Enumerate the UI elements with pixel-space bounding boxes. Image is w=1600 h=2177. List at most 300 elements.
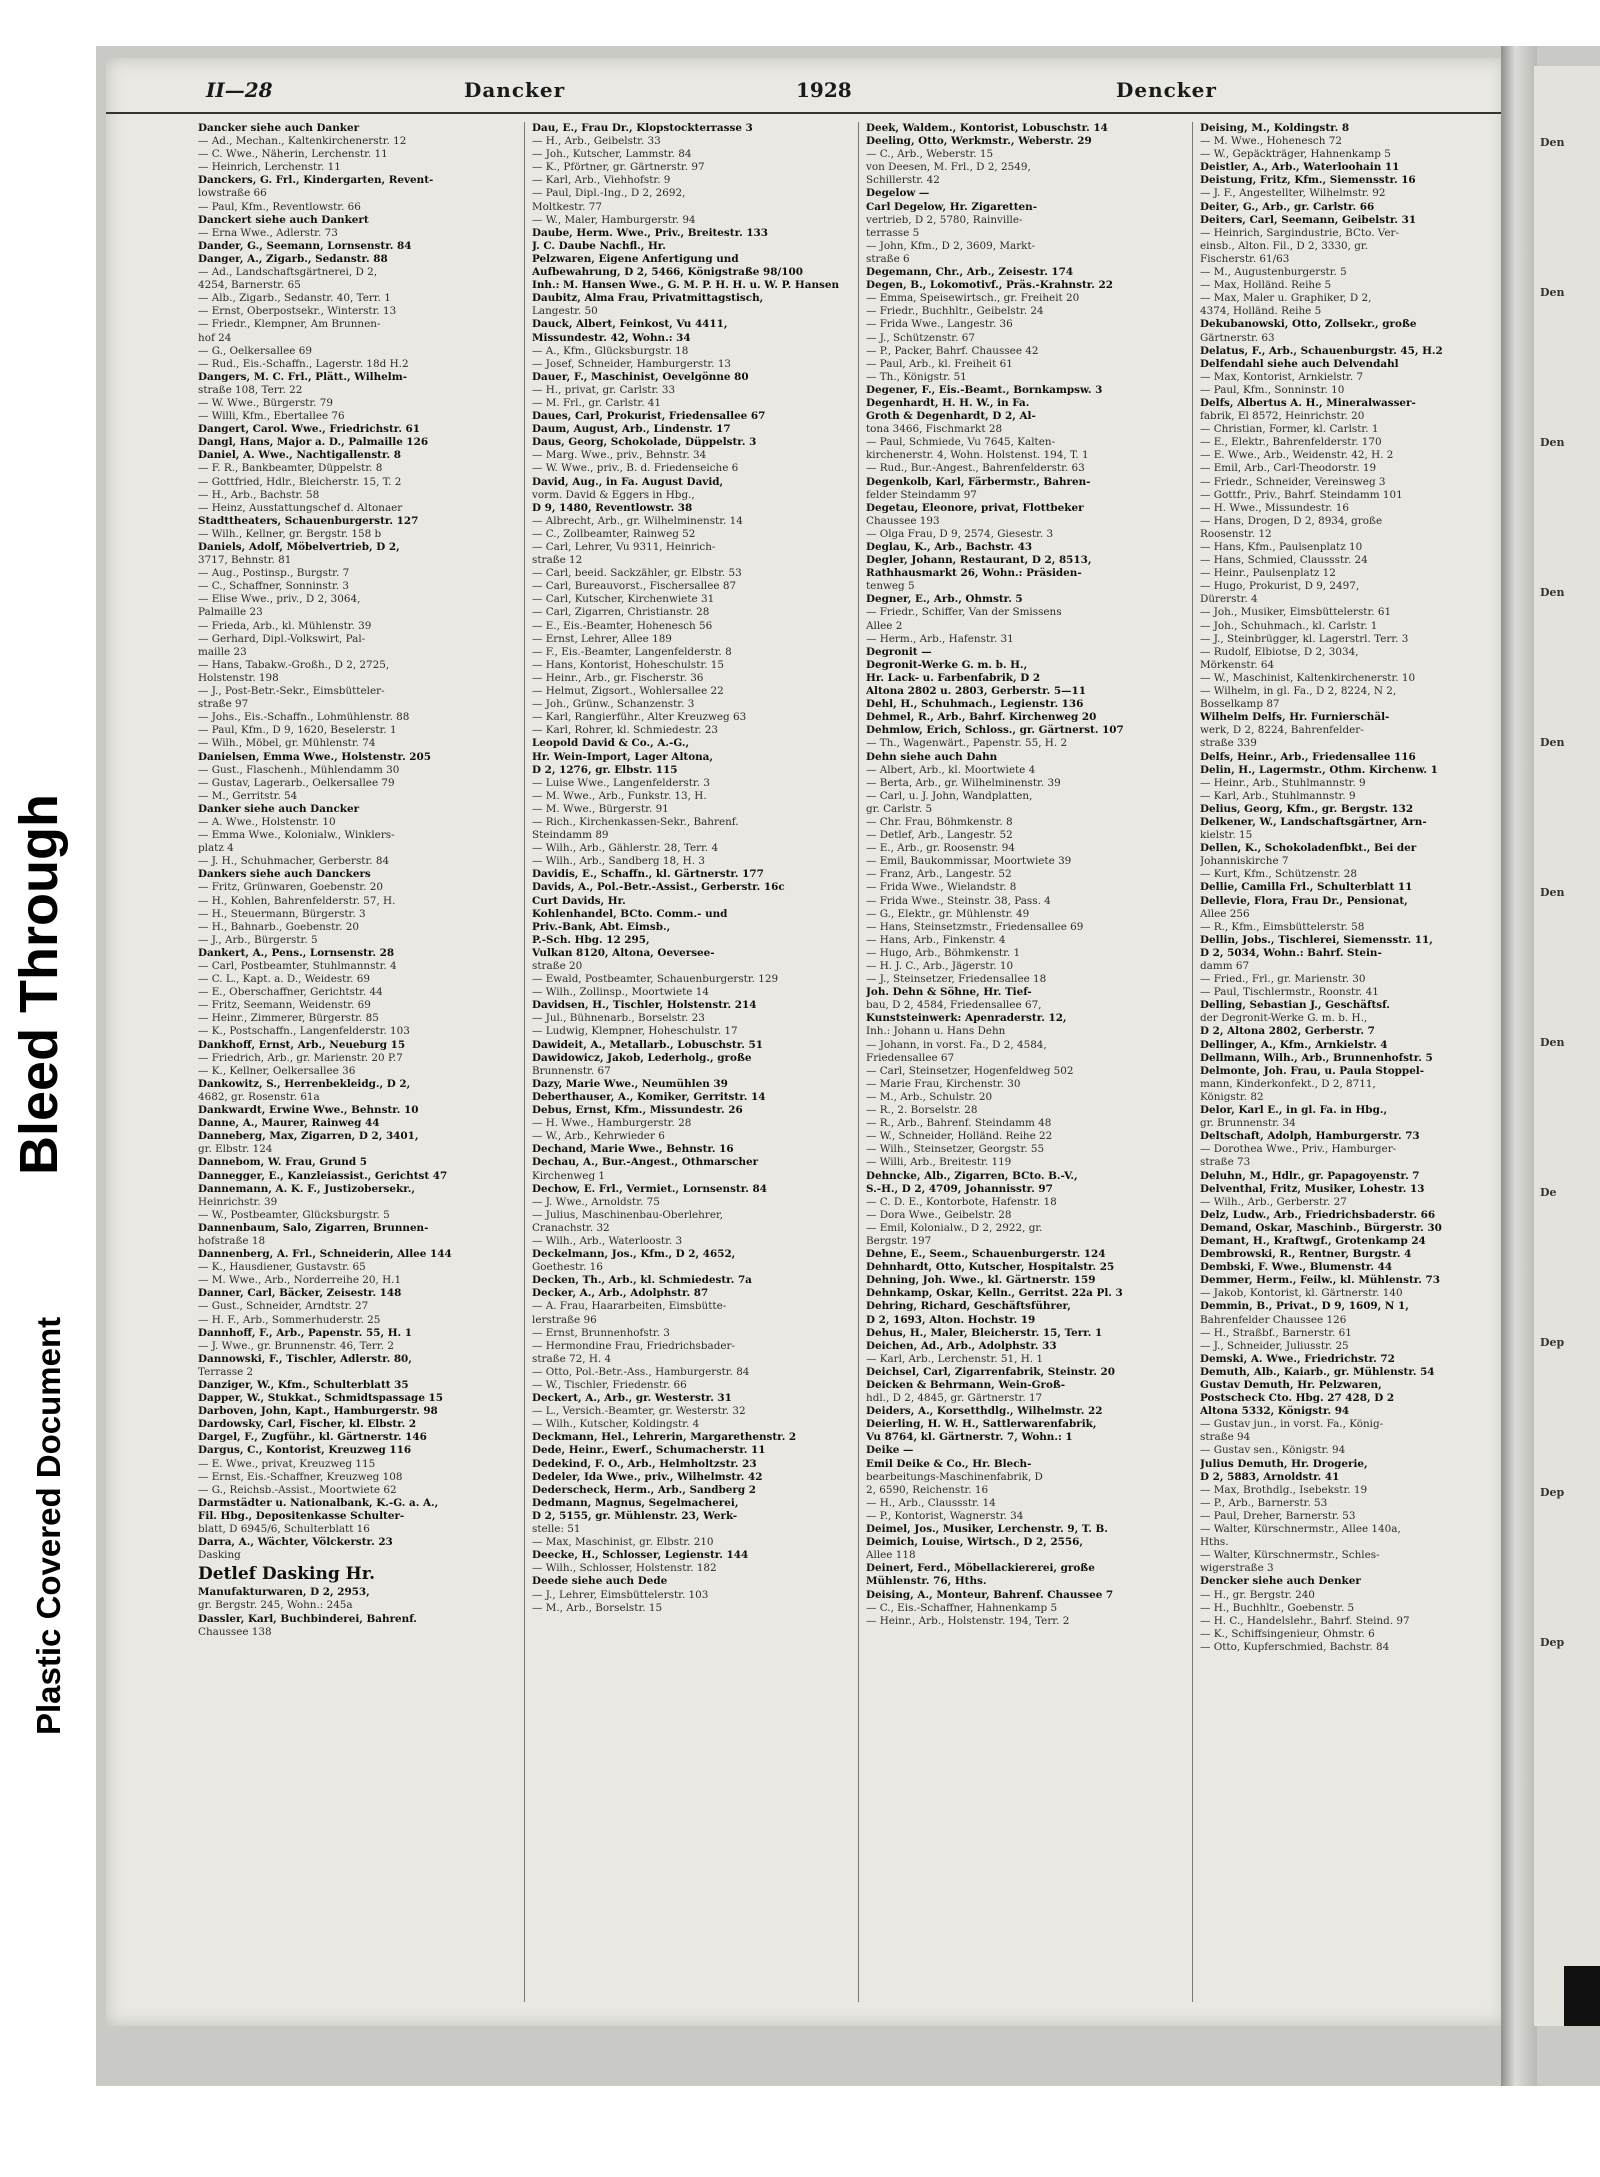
page-gutter: [1501, 46, 1537, 2086]
directory-entry-line: Daniel, A. Wwe., Nachtigallenstr. 8: [198, 449, 401, 462]
directory-columns: [198, 122, 1498, 2002]
directory-entry-line: Leopold David & Co., A.-G.,: [532, 737, 690, 750]
directory-entry-line: — H. J. C., Arb., Jägerstr. 10: [866, 960, 1014, 972]
directory-entry-line: vertrieb, D 2, 5780, Rainville-: [866, 213, 1023, 226]
directory-entry-line: — Walter, Kürschnermstr., Allee 140a,: [1200, 1523, 1401, 1536]
directory-entry-line: hof 24: [198, 331, 232, 344]
directory-entry-line: — G., Reichsb.-Assist., Moortwiete 62: [198, 1483, 397, 1496]
directory-entry-line: Dannhoff, F., Arb., Papenstr. 55, H. 1: [198, 1326, 413, 1339]
directory-entry-line: Delz, Ludw., Arb., Friedrichsbaderstr. 66: [1200, 1208, 1436, 1221]
directory-entry-line: straße 339: [1200, 737, 1257, 750]
side-labels: [0, 0, 100, 2177]
directory-entry-line: — Wilh., Steinsetzer, Georgstr. 55: [866, 1143, 1045, 1156]
directory-entry-line: Deichsel, Carl, Zigarrenfabrik, Steinstr. 20: [866, 1365, 1115, 1378]
directory-entry-line: Rathhausmarkt 26, Wohn.: Präsiden-: [866, 567, 1082, 580]
directory-entry-line: — Gottfr., Priv., Bahrf. Steindamm 101: [1200, 488, 1403, 501]
directory-entry-line: Deicken & Behrmann, Wein-Groß-: [866, 1379, 1066, 1391]
directory-entry-line: — K., Pförtner, gr. Gärtnerstr. 97: [532, 161, 705, 174]
directory-entry-line: Deecke, H., Schlosser, Legienstr. 144: [532, 1549, 749, 1562]
directory-entry-line: Dembrowski, R., Rentner, Burgstr. 4: [1200, 1248, 1412, 1261]
adjacent-page-fragment: Den: [1540, 1036, 1565, 1049]
directory-entry-line: — Rud., Eis.-Schaffn., Lagerstr. 18d H.2: [198, 357, 409, 370]
directory-entry-line: Kohlenhandel, BCto. Comm.- und: [532, 907, 728, 920]
directory-entry-line: Dangl, Hans, Major a. D., Palmaille 126: [198, 436, 429, 449]
adjacent-page-fragment: Dep: [1540, 1636, 1565, 1649]
directory-entry-line: — Friedr., Schneider, Vereinsweg 3: [1200, 475, 1386, 488]
directory-entry-line: Deiders, A., Korsetthdlg., Wilhelmstr. 22: [866, 1405, 1103, 1418]
directory-entry-line: Demand, Oskar, Maschinb., Bürgerstr. 30: [1200, 1221, 1442, 1234]
directory-entry-line: — E., Elektr., Bahrenfelderstr. 170: [1200, 436, 1382, 449]
directory-entry-line: gr. Carlstr. 5: [866, 802, 933, 815]
directory-entry-line: Daus, Georg, Schokolade, Düppelstr. 3: [532, 436, 757, 449]
directory-entry-line: — Karl, Arb., Lerchenstr. 51, H. 1: [866, 1352, 1043, 1365]
directory-entry-line: — L., Versich.-Beamter, gr. Westerstr. 32: [532, 1405, 746, 1418]
adjacent-page-fragment: Den: [1540, 436, 1565, 449]
directory-entry-line: — R., Kfm., Eimsbüttelerstr. 58: [1200, 920, 1365, 933]
directory-entry-line: — Fritz, Grünwaren, Goebenstr. 20: [198, 881, 383, 894]
directory-entry-line: — H., gr. Bergstr. 240: [1200, 1588, 1315, 1601]
directory-entry-line: — Carl, Zigarren, Christianstr. 28: [532, 606, 710, 619]
directory-entry-line: Delatus, F., Arb., Schauenburgstr. 45, H.2: [1200, 344, 1443, 357]
directory-entry-line: Dazy, Marie Wwe., Neumühlen 39: [532, 1077, 728, 1090]
directory-entry-line: Dehnhardt, Otto, Kutscher, Hospitalstr. 25: [866, 1261, 1115, 1274]
directory-entry-line: Deinert, Ferd., Möbellackiererei, große: [866, 1562, 1095, 1575]
directory-entry-line: — C. Wwe., Näherin, Lerchenstr. 11: [198, 148, 388, 161]
directory-entry-line: — J., Steinbrügger, kl. Lagerstrl. Terr. 3: [1200, 632, 1409, 645]
directory-entry-line: — Dorothea Wwe., Priv., Hamburger-: [1200, 1143, 1397, 1156]
directory-entry-line: Dehl, H., Schuhmach., Legienstr. 136: [866, 698, 1084, 711]
directory-entry-line: Altona 2802 u. 2803, Gerberstr. 5—11: [866, 685, 1086, 698]
directory-entry-line: — Otto, Kupferschmied, Bachstr. 84: [1200, 1640, 1390, 1653]
directory-entry-line: D 2, 5155, gr. Mühlenstr. 23, Werk-: [532, 1509, 738, 1522]
directory-entry-line: Dasking: [198, 1549, 241, 1562]
directory-entry-line: Holstenstr. 198: [198, 671, 279, 684]
directory-entry-line: — Ernst, Brunnenhofstr. 3: [532, 1326, 670, 1339]
directory-entry-line: — W. Wwe., priv., B. d. Friedenseiche 6: [532, 462, 739, 475]
directory-entry-line: Dehmel, R., Arb., Bahrf. Kirchenweg 20: [866, 711, 1097, 724]
page-number: II—28: [206, 78, 273, 102]
directory-entry-line: Degronit-Werke G. m. b. H.,: [866, 658, 1028, 671]
directory-entry-line: Deierling, H. W. H., Sattlerwarenfabrik,: [866, 1418, 1097, 1431]
directory-entry-line: — Albert, Arb., kl. Moortwiete 4: [866, 763, 1036, 776]
directory-entry-line: — P., Kontorist, Wagnerstr. 34: [866, 1509, 1024, 1522]
directory-entry-line: Fischerstr. 61/63: [1200, 252, 1290, 265]
directory-entry-line: — K., Kellner, Oelkersallee 36: [198, 1064, 356, 1077]
directory-entry-line: — Karl, Arb., Stuhlmannstr. 9: [1200, 789, 1356, 802]
directory-entry-line: Dechand, Marie Wwe., Behnstr. 16: [532, 1143, 734, 1156]
directory-entry-line: Danner, Carl, Bäcker, Zeisestr. 148: [198, 1287, 402, 1300]
directory-entry-line: Dencker siehe auch Denker: [1200, 1575, 1361, 1588]
directory-entry-line: Dellevie, Flora, Frau Dr., Pensionat,: [1200, 894, 1408, 907]
directory-entry-line: bearbeitungs-Maschinenfabrik, D: [866, 1470, 1043, 1483]
directory-entry-line: wigerstraße 3: [1200, 1562, 1274, 1575]
directory-entry-line: — M. Frl., gr. Carlstr. 41: [532, 396, 662, 409]
directory-entry-line: Manufakturwaren, D 2, 2953,: [198, 1586, 370, 1599]
directory-entry-line: — G., Elektr., gr. Mühlenstr. 49: [866, 907, 1030, 920]
directory-entry-line: — E., Arb., gr. Roosenstr. 94: [866, 842, 1015, 855]
directory-entry-line: — M. Wwe., Bürgerstr. 91: [532, 802, 669, 815]
directory-entry-line: Dellie, Camilla Frl., Schulterblatt 11: [1200, 881, 1413, 894]
directory-entry-line: — C., Eis.-Schaffner, Hahnenkamp 5: [866, 1601, 1058, 1614]
directory-entry-line: Dehne, E., Seem., Schauenburgerstr. 124: [866, 1248, 1106, 1261]
directory-entry-line: Deek, Waldem., Kontorist, Lobuschstr. 14: [866, 122, 1108, 134]
directory-entry-line: — Joh., Schuhmach., kl. Carlstr. 1: [1200, 619, 1378, 632]
directory-entry-line: — Hugo, Arb., Böhmkenstr. 1: [866, 946, 1021, 959]
directory-entry-line: — H., Arb., Geibelstr. 33: [532, 135, 661, 148]
directory-entry-line: — Jakob, Kontorist, kl. Gärtnerstr. 140: [1200, 1287, 1403, 1300]
directory-entry-line: — Fried., Frl., gr. Marienstr. 30: [1200, 973, 1366, 986]
directory-entry-line: Deimel, Jos., Musiker, Lerchenstr. 9, T. B.: [866, 1523, 1108, 1536]
directory-entry-line: Deike —: [866, 1444, 914, 1457]
directory-entry-line: — Friedrich, Arb., gr. Marienstr. 20 P.7: [198, 1051, 403, 1064]
directory-entry-line: — Wilhelm, in gl. Fa., D 2, 8224, N 2,: [1200, 685, 1397, 698]
directory-entry-line: — H., Kohlen, Bahrenfelderstr. 57, H.: [198, 894, 396, 907]
directory-entry-line: — H., Steuermann, Bürgerstr. 3: [198, 907, 366, 920]
directory-entry-line: D 2, 5883, Arnoldstr. 41: [1200, 1470, 1340, 1483]
header-year: 1928: [796, 78, 852, 102]
directory-entry-line: — P., Arb., Barnerstr. 53: [1200, 1496, 1328, 1509]
directory-entry-line: — Wilh., Kutscher, Koldingstr. 4: [532, 1418, 700, 1431]
directory-entry-line: — Luise Wwe., Langenfelderstr. 3: [532, 776, 710, 789]
directory-entry-line: Altona 5332, Königstr. 94: [1200, 1405, 1350, 1418]
directory-entry-line: — Emil, Arb., Carl-Theodorstr. 19: [1200, 462, 1377, 475]
directory-entry-line: Degenkolb, Karl, Färbermstr., Bahren-: [866, 475, 1091, 488]
directory-entry-line: Deglau, K., Arb., Bachstr. 43: [866, 541, 1033, 553]
directory-entry-line: Friedensallee 67: [866, 1051, 955, 1064]
directory-entry-line: — Frida Wwe., Langestr. 36: [866, 318, 1013, 331]
directory-entry-line: — Frieda, Arb., kl. Mühlenstr. 39: [198, 619, 372, 632]
directory-entry-line: 4374, Holländ. Reihe 5: [1200, 305, 1322, 318]
directory-entry-line: — Franz, Arb., Langestr. 52: [866, 868, 1012, 881]
directory-entry-line: Danne, A., Maurer, Rainweg 44: [198, 1117, 380, 1130]
directory-entry-line: — Carl, Kutscher, Kirchenwiete 31: [532, 593, 715, 606]
directory-entry-line: Dargel, F., Zugführ., kl. Gärtnerstr. 146: [198, 1431, 427, 1444]
directory-entry-line: — Heinrich, Lerchenstr. 11: [198, 161, 341, 174]
directory-entry-line: — E., Oberschaffner, Gerichtstr. 44: [198, 986, 383, 999]
directory-entry-line: straße 12: [532, 554, 583, 567]
adjacent-page-fragment: De: [1540, 1186, 1557, 1199]
column-divider: [524, 122, 525, 2002]
directory-entry-line: — Joh., Kutscher, Lammstr. 84: [532, 148, 692, 161]
directory-entry-line: Daues, Carl, Prokurist, Friedensallee 67: [532, 410, 766, 423]
directory-entry-line: Delventhal, Fritz, Musiker, Lohestr. 13: [1200, 1182, 1425, 1195]
directory-entry-line: — Gustav jun., in vorst. Fa., König-: [1200, 1418, 1384, 1431]
directory-entry-line: Debus, Ernst, Kfm., Missundestr. 26: [532, 1104, 743, 1117]
directory-entry-line: — M., Arb., Borselstr. 15: [532, 1601, 663, 1614]
directory-entry-line: Demmin, B., Privat., D 9, 1609, N 1,: [1200, 1300, 1409, 1313]
directory-entry-line: — Hans, Arb., Finkenstr. 4: [866, 933, 1006, 946]
directory-entry-line: — H. Wwe., Hamburgerstr. 28: [532, 1117, 692, 1130]
directory-entry-line: Delfs, Albertus A. H., Mineralwasser-: [1200, 396, 1416, 409]
directory-entry-line: — A., Kfm., Glücksburgstr. 18: [532, 344, 689, 357]
directory-entry-line: werk, D 2, 8224, Bahrenfelder-: [1200, 724, 1364, 737]
directory-entry-line: — Ernst, Oberpostsekr., Winterstr. 13: [198, 305, 397, 318]
directory-entry-line: Dehring, Richard, Geschäftsführer,: [866, 1300, 1071, 1313]
directory-entry-line: — Ernst, Eis.-Schaffner, Kreuzweg 108: [198, 1470, 403, 1483]
directory-entry-line: — Carl, Steinsetzer, Hogenfeldweg 502: [866, 1064, 1074, 1077]
directory-entry-line: Allee 118: [866, 1549, 916, 1562]
directory-entry-line: — F. R., Bankbeamter, Düppelstr. 8: [198, 462, 383, 475]
directory-entry-line: — Paul, Tischlermstr., Roonstr. 41: [1200, 986, 1379, 999]
directory-entry-line: Darboven, John, Kapt., Hamburgerstr. 98: [198, 1405, 438, 1418]
directory-entry-line: Degemann, Chr., Arb., Zeisestr. 174: [866, 266, 1074, 279]
directory-entry-line: — J. Wwe., gr. Brunnenstr. 46, Terr. 2: [198, 1339, 394, 1352]
directory-entry-line: 3717, Behnstr. 81: [198, 554, 292, 567]
directory-entry-line: — Wilh., Arb., Gerberstr. 27: [1200, 1195, 1347, 1208]
directory-entry-line: Deistler, A., Arb., Waterloohain 11: [1200, 161, 1400, 174]
directory-entry-line: Dauer, F., Maschinist, Oevelgönne 80: [532, 370, 749, 383]
directory-entry-line: straße 108, Terr. 22: [198, 383, 303, 396]
directory-entry-line: Deckert, A., Arb., gr. Westerstr. 31: [532, 1392, 732, 1405]
directory-entry-line: Aufbewahrung, D 2, 5466, Königstraße 98/100: [532, 266, 803, 279]
directory-entry-line: David, Aug., in Fa. August David,: [532, 475, 724, 488]
directory-entry-line: — Friedr., Klempner, Am Brunnen-: [198, 318, 381, 331]
directory-entry-line: Inh.: Johann u. Hans Dehn: [866, 1025, 1006, 1038]
column-3: [866, 122, 1184, 2002]
directory-entry-line: — Hans, Tabakw.-Großh., D 2, 2725,: [198, 658, 390, 671]
directory-entry-line: Dau, E., Frau Dr., Klopstockterrasse 3: [532, 122, 753, 134]
directory-entry-line: Demuth, Alb., Kaiarb., gr. Mühlenstr. 54: [1200, 1365, 1435, 1378]
directory-entry-line: — Heinr., Arb., gr. Fischerstr. 36: [532, 671, 704, 684]
directory-entry-line: — Heinz, Ausstattungschef d. Altonaer: [198, 501, 403, 514]
directory-entry-line: Daum, August, Arb., Lindenstr. 17: [532, 423, 731, 436]
directory-entry-line: Mörkenstr. 64: [1200, 658, 1275, 671]
directory-entry-line: Chaussee 138: [198, 1625, 272, 1638]
directory-entry-line: 4254, Barnerstr. 65: [198, 279, 301, 292]
bleed-through-label: Bleed Through: [9, 794, 69, 1175]
directory-entry-line: — J., Arb., Bürgerstr. 5: [198, 933, 318, 946]
directory-entry-line: — Wilh., Möbel, gr. Mühlenstr. 74: [198, 737, 376, 750]
directory-entry-line: straße 20: [532, 960, 583, 972]
directory-entry-line: Bahrenfelder Chaussee 126: [1200, 1313, 1347, 1326]
directory-entry-line: D 9, 1480, Reventlowstr. 38: [532, 501, 693, 514]
directory-entry-line: Dawideit, A., Metallarb., Lobuschstr. 51: [532, 1038, 763, 1051]
directory-entry-line: straße 94: [1200, 1431, 1251, 1444]
directory-entry-line: — Johann, in vorst. Fa., D 2, 4584,: [866, 1038, 1047, 1051]
directory-entry-line: — Hugo, Prokurist, D 9, 2497,: [1200, 580, 1360, 593]
directory-entry-line: Dehning, Joh. Wwe., kl. Gärtnerstr. 159: [866, 1274, 1096, 1287]
directory-entry-line: Dauck, Albert, Feinkost, Vu 4411,: [532, 318, 728, 331]
directory-entry-line: — J. Wwe., Arnoldstr. 75: [532, 1195, 660, 1208]
directory-entry-line: Danckert siehe auch Dankert: [198, 213, 369, 226]
directory-entry-line: Dedekind, F. O., Arb., Helmholtzstr. 23: [532, 1457, 757, 1470]
directory-entry-line: — Joh., Musiker, Eimsbüttelerstr. 61: [1200, 606, 1392, 619]
column-2: [532, 122, 850, 2002]
directory-entry-line: Deiters, Carl, Seemann, Geibelstr. 31: [1200, 213, 1417, 226]
directory-entry-line: Kirchenweg 1: [532, 1169, 606, 1182]
directory-entry-line: Demski, A. Wwe., Friedrichstr. 72: [1200, 1352, 1395, 1365]
directory-entry-line: — Heinr., Arb., Stuhlmannstr. 9: [1200, 776, 1366, 789]
directory-entry-line: Dehus, H., Maler, Bleicherstr. 15, Terr. 1: [866, 1326, 1103, 1339]
directory-entry-line: Curt Davids, Hr.: [532, 894, 626, 907]
directory-entry-line: — Olga Frau, D 9, 2574, Giesestr. 3: [866, 527, 1054, 540]
directory-entry-line: — Ad., Landschaftsgärtnerei, D 2,: [198, 266, 378, 279]
directory-entry-line: Dannebom, W. Frau, Grund 5: [198, 1156, 367, 1169]
directory-entry-line: — Ludwig, Klempner, Hoheschulstr. 17: [532, 1025, 738, 1038]
directory-entry-line: — M. Wwe., Arb., Funkstr. 13, H.: [532, 789, 707, 802]
directory-entry-line: Degen, B., Lokomotivf., Präs.-Krahnstr. 22: [866, 279, 1113, 292]
directory-entry-line: — H., Arb., Claussstr. 14: [866, 1496, 996, 1509]
directory-entry-line: Königstr. 82: [1200, 1090, 1264, 1103]
directory-entry-line: — Rudolf, Elbiotse, D 2, 3034,: [1200, 645, 1359, 658]
directory-entry-line: Terrasse 2: [198, 1365, 254, 1378]
directory-entry-line: Deising, M., Koldingstr. 8: [1200, 122, 1350, 134]
directory-entry-line: — Paul, Dipl.-Ing., D 2, 2692,: [532, 187, 686, 200]
directory-entry-line: — Emil, Baukommissar, Moortwiete 39: [866, 855, 1072, 868]
page-header: [106, 72, 1506, 114]
directory-entry-line: Deltschaft, Adolph, Hamburgerstr. 73: [1200, 1130, 1420, 1143]
directory-entry-line: — Marg. Wwe., priv., Behnstr. 34: [532, 449, 707, 462]
directory-entry-line: Dellen, K., Schokoladenfbkt., Bei der: [1200, 842, 1417, 855]
directory-entry-line: — H., Bahnarb., Goebenstr. 20: [198, 920, 359, 933]
directory-entry-line: — J., Lehrer, Eimsbüttelerstr. 103: [532, 1588, 709, 1601]
directory-entry-line: — Ewald, Postbeamter, Schauenburgerstr. 129: [532, 973, 779, 986]
directory-entry-line: Gärtnerstr. 63: [1200, 331, 1275, 344]
directory-entry-line: — Otto, Pol.-Betr.-Ass., Hamburgerstr. 84: [532, 1365, 750, 1378]
directory-entry-line: — Wilh., Kellner, gr. Bergstr. 158 b: [198, 527, 382, 540]
directory-entry-line: Danger, A., Zigarb., Sedanstr. 88: [198, 252, 388, 265]
adjacent-page-fragment: Den: [1540, 586, 1565, 599]
directory-entry-line: — A. Wwe., Holstenstr. 10: [198, 815, 336, 828]
directory-entry-line: Dassler, Karl, Buchbinderei, Bahrenf.: [198, 1612, 417, 1625]
directory-entry-line: Dede, Heinr., Ewerf., Schumacherstr. 11: [532, 1444, 766, 1457]
directory-entry-line: — F., Eis.-Beamter, Langenfelderstr. 8: [532, 645, 732, 658]
directory-entry-line: — C., Arb., Weberstr. 15: [866, 148, 994, 161]
directory-entry-line: Daniels, Adolf, Möbelvertrieb, D 2,: [198, 541, 400, 553]
directory-entry-line: D 2, 1693, Alton. Hochstr. 19: [866, 1313, 1036, 1326]
directory-entry-line: Dekubanowski, Otto, Zollsekr., große: [1200, 318, 1417, 331]
directory-entry-line: — W., Postbeamter, Glücksburgstr. 5: [198, 1208, 390, 1221]
directory-entry-line: — Gust., Schneider, Arndtstr. 27: [198, 1300, 369, 1313]
directory-entry-line: — Paul, Kfm., D 9, 1620, Beselerstr. 1: [198, 724, 397, 737]
directory-entry-line: Dehncke, Alb., Zigarren, BCto. B.-V.,: [866, 1169, 1078, 1182]
directory-entry-line: — Albrecht, Arb., gr. Wilhelminenstr. 14: [532, 514, 743, 527]
directory-entry-line: — Rich., Kirchenkassen-Sekr., Bahrenf.: [532, 815, 739, 828]
directory-entry-line: gr. Bergstr. 245, Wohn.: 245a: [198, 1599, 353, 1612]
directory-entry-line: Inh.: M. Hansen Wwe., G. M. P. H. H. u. W. P. Hansen: [532, 279, 840, 292]
directory-entry-line: Dedeler, Ida Wwe., priv., Wilhelmstr. 42: [532, 1470, 763, 1483]
directory-entry-line: straße 97: [198, 698, 249, 711]
directory-entry-line: Delius, Georg, Kfm., gr. Bergstr. 132: [1200, 802, 1414, 815]
directory-entry-line: — Marie Frau, Kirchenstr. 30: [866, 1077, 1021, 1090]
directory-entry-line: — Joh., Grünw., Schanzenstr. 3: [532, 698, 695, 711]
directory-entry-line: Moltkestr. 77: [532, 200, 602, 213]
directory-entry-line: Darmstädter u. Nationalbank, K.-G. a. A.,: [198, 1496, 439, 1509]
directory-entry-line: Dechau, A., Bur.-Angest., Othmarscher: [532, 1156, 759, 1169]
directory-entry-line: — H., privat, gr. Carlstr. 33: [532, 383, 676, 396]
directory-entry-line: Dannegger, E., Kanzleiassist., Gerichtst 47: [198, 1169, 448, 1182]
directory-entry-line: — Th., Wagenwärt., Papenstr. 55, H. 2: [866, 737, 1068, 750]
directory-entry-line: mann, Kinderkonfekt., D 2, 8711,: [1200, 1077, 1376, 1090]
directory-entry-line: — W., Tischler, Friedenstr. 66: [532, 1379, 687, 1391]
directory-entry-line: Postscheck Cto. Hbg. 27 428, D 2: [1200, 1392, 1395, 1405]
directory-entry-line: — Elise Wwe., priv., D 2, 3064,: [198, 593, 361, 606]
adjacent-page-fragment: Den: [1540, 136, 1565, 149]
directory-entry-line: gr. Brunnenstr. 34: [1200, 1117, 1296, 1130]
directory-entry-line: Mühlenstr. 76, Hths.: [866, 1575, 987, 1588]
directory-entry-line: Allee 256: [1200, 907, 1250, 920]
directory-entry-line: fabrik, El 8572, Heinrichstr. 20: [1200, 410, 1365, 423]
directory-entry-line: — Paul, Kfm., Sonninstr. 10: [1200, 383, 1345, 396]
directory-entry-line: — Carl, Postbeamter, Stuhlmannstr. 4: [198, 960, 397, 972]
directory-entry-line: Danckers, G. Frl., Kindergarten, Revent-: [198, 174, 434, 187]
directory-entry-line: Dembski, F. Wwe., Blumenstr. 44: [1200, 1261, 1393, 1274]
directory-entry-line: Dangers, M. C. Frl., Plätt., Wilhelm-: [198, 370, 408, 383]
directory-entry-line: Daubitz, Alma Frau, Privatmittagstisch,: [532, 292, 764, 305]
directory-entry-line: platz 4: [198, 842, 234, 855]
directory-entry-line: Decken, Th., Arb., kl. Schmiedestr. 7a: [532, 1274, 752, 1287]
directory-entry-line: vorm. David & Eggers in Hbg.,: [532, 488, 695, 501]
directory-entry-line: hdl., D 2, 4845, gr. Gärtnerstr. 17: [866, 1392, 1043, 1405]
directory-entry-line: — M., Augustenburgerstr. 5: [1200, 266, 1347, 279]
directory-entry-line: einsb., Alton. Fil., D 2, 3330, gr.: [1200, 239, 1369, 252]
directory-entry-line: — Ernst, Lehrer, Allee 189: [532, 632, 672, 645]
directory-entry-line: Deeling, Otto, Werkmstr., Weberstr. 29: [866, 135, 1092, 148]
directory-entry-line: — J. F., Angestellter, Wilhelmstr. 92: [1200, 187, 1386, 200]
directory-entry-line: — W., Arb., Kehrwieder 6: [532, 1130, 665, 1143]
directory-entry-line: Johanniskirche 7: [1200, 855, 1289, 868]
directory-entry-line: Hr. Lack- u. Farbenfabrik, D 2: [866, 671, 1041, 684]
directory-entry-line: — G., Oelkersallee 69: [198, 344, 312, 357]
directory-entry-line: Delin, H., Lagermstr., Othm. Kirchenw. 1: [1200, 763, 1438, 776]
directory-entry-line: — Heinrich, Sargindustrie, BCto. Ver-: [1200, 226, 1399, 239]
directory-entry-line: — Heinr., Arb., Holstenstr. 194, Terr. 2: [866, 1614, 1070, 1627]
directory-entry-line: — Paul, Schmiede, Vu 7645, Kalten-: [866, 436, 1056, 449]
header-name-left: Dancker: [464, 78, 566, 102]
directory-entry-line: — C. L., Kapt. a. D., Weidestr. 69: [198, 973, 371, 986]
directory-entry-line: — Wilh., Arb., Waterloostr. 3: [532, 1234, 683, 1247]
directory-entry-line: Delfs, Heinr., Arb., Friedensallee 116: [1200, 750, 1416, 763]
directory-entry-line: — Gerhard, Dipl.-Volkswirt, Pal-: [198, 632, 366, 645]
directory-entry-line: Chaussee 193: [866, 514, 940, 527]
directory-entry-line: Dannenberg, A. Frl., Schneiderin, Allee 144: [198, 1248, 452, 1261]
directory-entry-line: — Hans, Kfm., Paulsenplatz 10: [1200, 541, 1363, 553]
directory-entry-line: — R., 2. Borselstr. 28: [866, 1104, 978, 1117]
directory-entry-line: S.-H., D 2, 4709, Johannisstr. 97: [866, 1182, 1053, 1195]
directory-entry-line: Joh. Dehn & Söhne, Hr. Tief-: [866, 986, 1032, 999]
directory-entry-line: — W., Maler, Hamburgerstr. 94: [532, 213, 696, 226]
adjacent-page-fragment: Den: [1540, 286, 1565, 299]
directory-entry-line: — M., Gerritstr. 54: [198, 789, 298, 802]
directory-entry-line: — Wilh., Arb., Sandberg 18, H. 3: [532, 855, 705, 868]
directory-entry-line: hofstraße 18: [198, 1234, 266, 1247]
directory-entry-line: — Herm., Arb., Hafenstr. 31: [866, 632, 1014, 645]
directory-entry-line: Palmaille 23: [198, 606, 263, 619]
directory-entry-line: — E. Wwe., Arb., Weidenstr. 42, H. 2: [1200, 449, 1394, 462]
directory-entry-line: — K., Hausdiener, Gustavstr. 65: [198, 1261, 366, 1274]
directory-entry-line: — Carl, Lehrer, Vu 9311, Heinrich-: [532, 541, 716, 553]
directory-entry-line: Degetau, Eleonore, privat, Flottbeker: [866, 501, 1084, 514]
directory-entry-line: — K., Postschaffn., Langenfelderstr. 103: [198, 1025, 410, 1038]
directory-entry-line: Fil. Hbg., Depositenkasse Schulter-: [198, 1509, 405, 1522]
directory-entry-line: Daube, Herm. Wwe., Priv., Breitestr. 133: [532, 226, 769, 239]
directory-entry-line: straße 6: [866, 252, 910, 265]
directory-entry-line: Vulkan 8120, Altona, Oeversee-: [532, 946, 715, 959]
directory-entry-line: Darra, A., Wächter, Völckerstr. 23: [198, 1536, 393, 1549]
directory-entry-line: Cranachstr. 32: [532, 1221, 610, 1234]
directory-entry-line: tenweg 5: [866, 580, 915, 593]
directory-entry-line: Degler, Johann, Restaurant, D 2, 8513,: [866, 554, 1092, 567]
directory-entry-line: — Wilh., Arb., Gählerstr. 28, Terr. 4: [532, 842, 719, 855]
directory-entry-line: Deberthauser, A., Komiker, Gerritstr. 14: [532, 1090, 766, 1103]
directory-entry-line: — E., Eis.-Beamter, Hohenesch 56: [532, 619, 713, 632]
directory-entry-line: — Karl, Rohrer, kl. Schmiedestr. 23: [532, 724, 719, 737]
directory-entry-line: — J., Schützenstr. 67: [866, 331, 975, 344]
directory-entry-line: — Gustav, Lagerarb., Oelkersallee 79: [198, 776, 395, 789]
directory-entry-line: Danziger, W., Kfm., Schulterblatt 35: [198, 1379, 409, 1391]
directory-entry-line: — Paul, Kfm., Reventlowstr. 66: [198, 200, 361, 213]
directory-entry-line: — M. Wwe., Arb., Norderreihe 20, H.1: [198, 1274, 402, 1287]
